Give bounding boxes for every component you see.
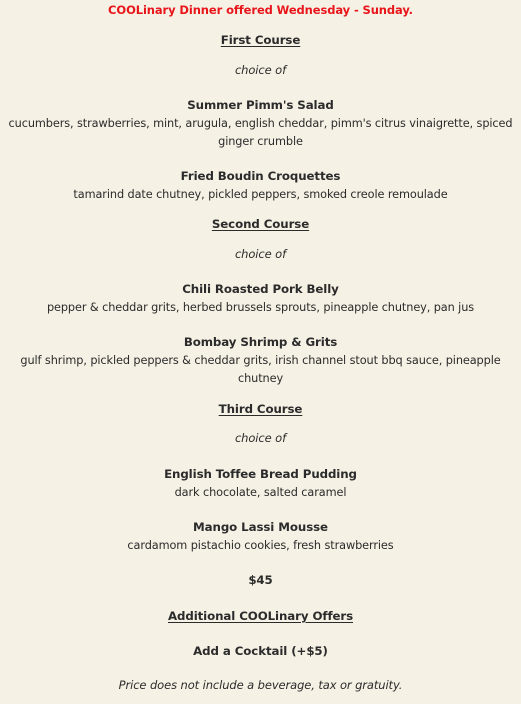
dish-description: pepper & cheddar grits, herbed brussels sprouts, pineapple chutney, pan jus <box>46 301 475 314</box>
dish-description: gulf shrimp, pickled peppers & cheddar grits, irish channel stout bbq sauce, pineapple chutney <box>20 354 501 385</box>
dish-name: Bombay Shrimp & Grits <box>183 335 338 349</box>
dish-description: cucumbers, strawberries, mint, arugula, english cheddar, pimm's citrus vinaigrette, spiced ginger crumble <box>8 117 513 148</box>
second-course-heading: Second Course <box>211 217 310 231</box>
third-course-choice-note: choice of <box>234 431 287 445</box>
dish-name: Chili Roasted Pork Belly <box>182 282 339 296</box>
dish-name: Mango Lassi Mousse <box>193 520 328 534</box>
dish-description: dark chocolate, salted caramel <box>174 486 347 499</box>
dish-description: cardamom pistachio cookies, fresh strawberries <box>127 539 394 552</box>
dish-name: Fried Boudin Croquettes <box>180 169 341 183</box>
dish-name: English Toffee Bread Pudding <box>164 467 357 481</box>
first-course-choice-note: choice of <box>234 63 287 77</box>
additional-offers-heading: Additional COOLinary Offers <box>167 609 354 623</box>
dish-name: Summer Pimm's Salad <box>187 98 334 112</box>
availability-notice: COOLinary Dinner offered Wednesday - Sunday. <box>108 3 413 17</box>
cocktail-addon: Add a Cocktail (+$5) <box>193 644 328 658</box>
dish-description: tamarind date chutney, pickled peppers, smoked creole remoulade <box>73 188 448 201</box>
menu-price: $45 <box>248 573 273 587</box>
first-course-heading: First Course <box>220 33 301 47</box>
second-course-choice-note: choice of <box>234 247 287 261</box>
price-disclaimer: Price does not include a beverage, tax or gratuity. <box>118 678 403 692</box>
third-course-heading: Third Course <box>218 402 303 416</box>
